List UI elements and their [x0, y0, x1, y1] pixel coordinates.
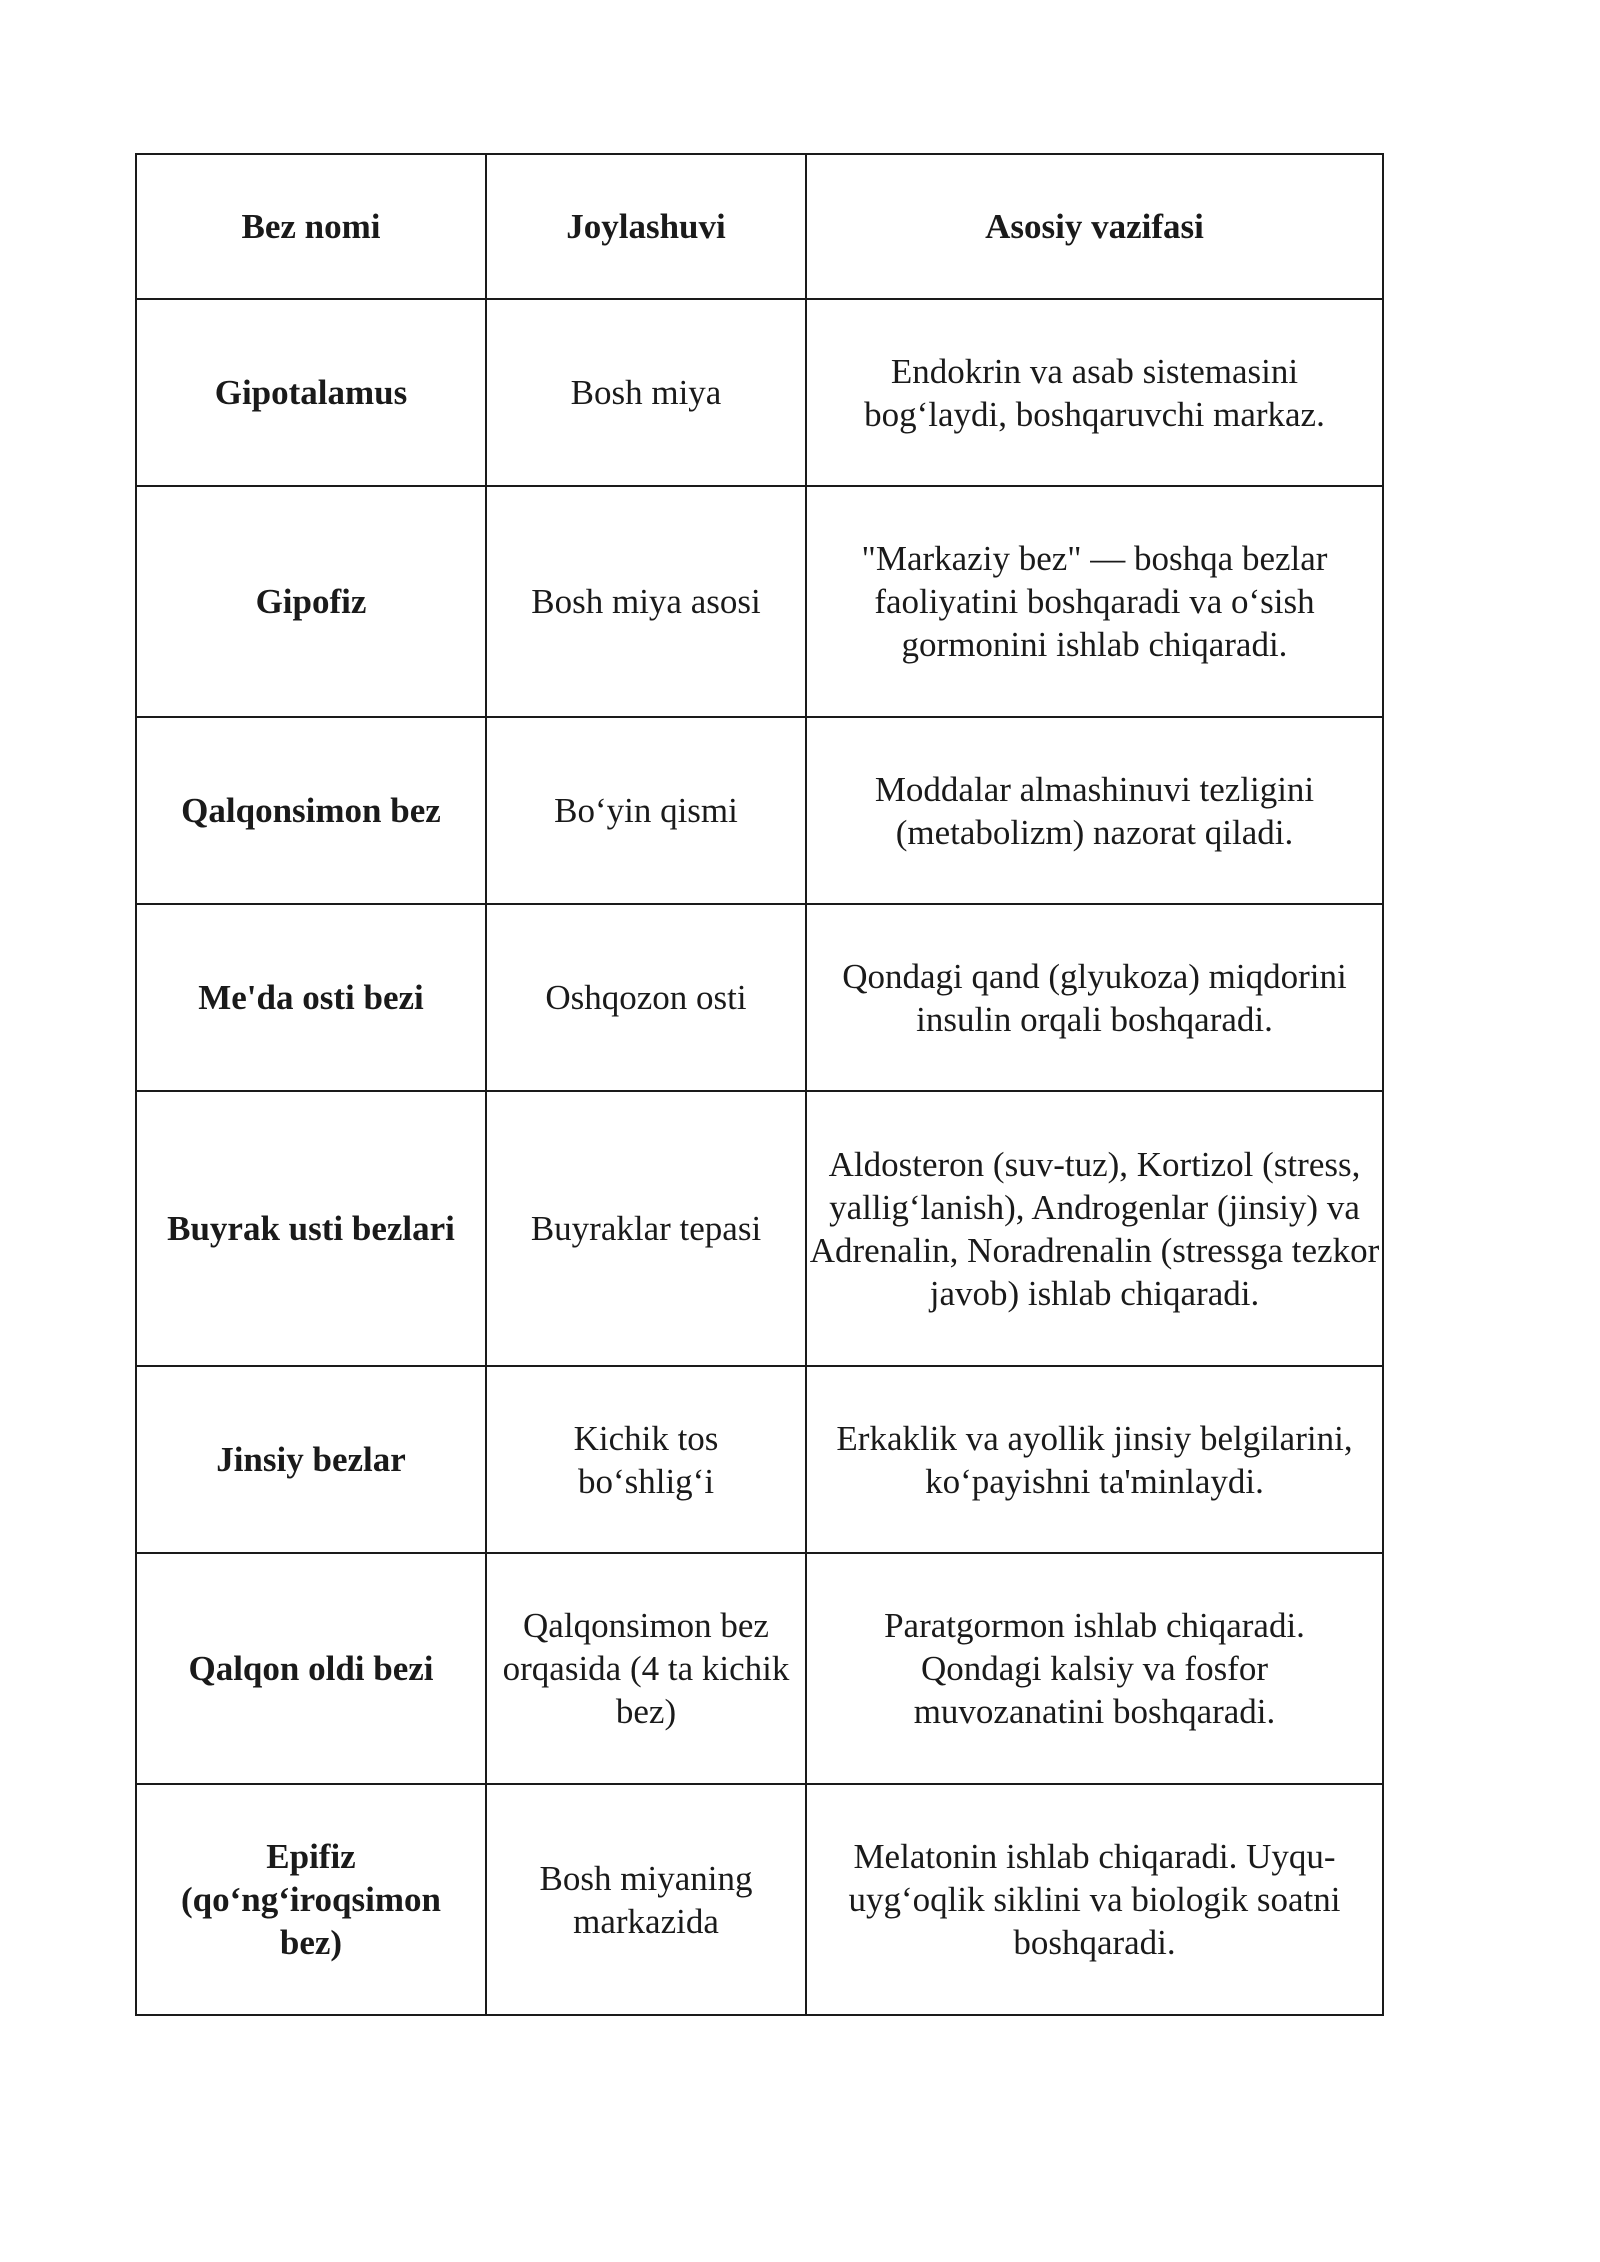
table-row — [136, 1553, 1383, 1784]
table-row — [136, 299, 1383, 486]
table-row — [136, 1784, 1383, 2015]
table-body — [136, 299, 1383, 2015]
location-cell: Qalqonsimon bez orqasida (4 ta kichik bez) — [486, 1553, 806, 1784]
header-function: Asosiy vazifasi — [806, 154, 1383, 299]
table-row — [136, 904, 1383, 1091]
function-cell: Melatonin ishlab chiqaradi. Uyqu-uyg‘oqlik siklini va biologik soatni boshqaradi. — [806, 1784, 1383, 2015]
table-row — [136, 1091, 1383, 1366]
location-cell: Oshqozon osti — [486, 904, 806, 1091]
table-row — [136, 1366, 1383, 1553]
gland-name-cell: Buyrak usti bezlari — [136, 1091, 486, 1366]
header-gland-name: Bez nomi — [136, 154, 486, 299]
function-cell: Moddalar almashinuvi tezligini (metabolizm) nazorat qiladi. — [806, 717, 1383, 904]
header-row — [136, 154, 1383, 299]
function-cell: "Markaziy bez" — boshqa bezlar faoliyatini boshqaradi va o‘sish gormonini ishlab chiqaradi. — [806, 486, 1383, 717]
glands-table — [135, 153, 1384, 2016]
gland-name-cell: Epifiz (qo‘ng‘iroqsimon bez) — [136, 1784, 486, 2015]
function-cell: Paratgormon ishlab chiqaradi. Qondagi kalsiy va fosfor muvozanatini boshqaradi. — [806, 1553, 1383, 1784]
location-cell: Kichik tos bo‘shlig‘i — [486, 1366, 806, 1553]
location-cell: Bosh miya — [486, 299, 806, 486]
table-row — [136, 486, 1383, 717]
location-cell: Bosh miyaning markazida — [486, 1784, 806, 2015]
header-location: Joylashuvi — [486, 154, 806, 299]
gland-name-cell: Qalqon oldi bezi — [136, 1553, 486, 1784]
function-cell: Endokrin va asab sistemasini bog‘laydi, boshqaruvchi markaz. — [806, 299, 1383, 486]
function-cell: Erkaklik va ayollik jinsiy belgilarini, ko‘payishni ta'minlaydi. — [806, 1366, 1383, 1553]
location-cell: Buyraklar tepasi — [486, 1091, 806, 1366]
function-cell: Qondagi qand (glyukoza) miqdorini insulin orqali boshqaradi. — [806, 904, 1383, 1091]
location-cell: Bosh miya asosi — [486, 486, 806, 717]
table-row — [136, 717, 1383, 904]
gland-name-cell: Gipotalamus — [136, 299, 486, 486]
location-cell: Bo‘yin qismi — [486, 717, 806, 904]
gland-name-cell: Me'da osti bezi — [136, 904, 486, 1091]
gland-name-cell: Jinsiy bezlar — [136, 1366, 486, 1553]
gland-name-cell: Gipofiz — [136, 486, 486, 717]
function-cell: Aldosteron (suv-tuz), Kortizol (stress, yallig‘lanish), Androgenlar (jinsiy) va Adrenalin, Noradrenalin (stressga tezkor javob) ishlab chiqaradi. — [806, 1091, 1383, 1366]
table-header — [136, 154, 1383, 299]
gland-name-cell: Qalqonsimon bez — [136, 717, 486, 904]
